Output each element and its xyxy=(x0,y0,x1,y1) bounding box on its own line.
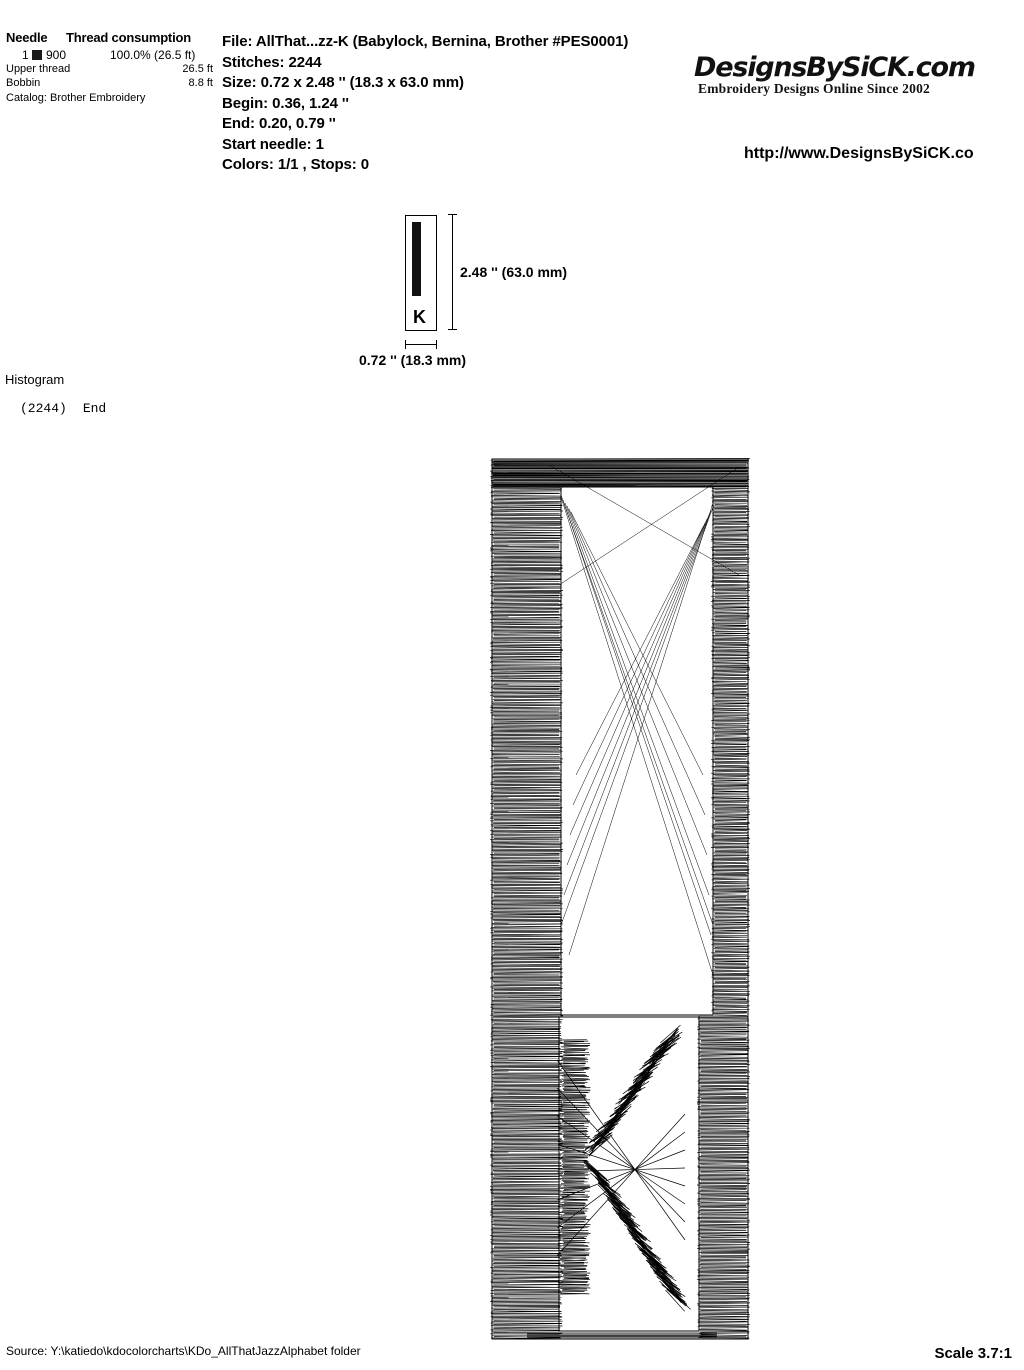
table-row xyxy=(6,48,221,62)
thread-code: 900 xyxy=(46,48,67,62)
needle-column-header: Needle xyxy=(6,30,48,45)
info-size: Size: 0.72 x 2.48 '' (18.3 x 63.0 mm) xyxy=(222,74,464,91)
preview-stitch-block xyxy=(412,222,421,296)
height-dimension-line xyxy=(452,214,453,330)
needle-index: 1 xyxy=(22,48,29,62)
scale-label: Scale 3.7:1 xyxy=(934,1345,1012,1362)
dimension-cap-top xyxy=(448,214,457,215)
dimension-cap-right xyxy=(436,340,437,349)
stitch-artwork-svg xyxy=(489,455,751,1345)
thread-consumption-column-header: Thread consumption xyxy=(66,30,191,45)
bobbin-label: Bobbin xyxy=(6,77,41,89)
info-end: End: 0.20, 0.79 '' xyxy=(222,115,336,132)
bobbin-value: 8.8 ft xyxy=(188,77,213,89)
logo-tagline: Embroidery Designs Online Since 2002 xyxy=(698,81,930,96)
brand-logo xyxy=(694,52,1024,97)
info-begin: Begin: 0.36, 1.24 '' xyxy=(222,94,349,112)
width-dimension-line xyxy=(405,344,437,345)
jump-stitch-group xyxy=(549,465,739,975)
upper-thread-value: 26.5 ft xyxy=(182,63,213,75)
needle-table-header xyxy=(6,30,221,45)
thread-color-swatch xyxy=(32,50,42,60)
histogram-title: Histogram xyxy=(5,372,65,387)
preview-letter: K xyxy=(413,307,426,327)
preview-bounding-box xyxy=(405,215,437,331)
width-dimension-label: 0.72 '' (18.3 mm) xyxy=(359,352,467,368)
height-dimension-label: 2.48 '' (63.0 mm) xyxy=(460,264,568,280)
info-stitches: Stitches: 2244 xyxy=(222,53,322,71)
info-start-needle: Start needle: 1 xyxy=(222,135,324,153)
design-info-block xyxy=(222,32,628,176)
thread-percent: 100.0% (26.5 ft) xyxy=(110,48,196,62)
design-preview xyxy=(360,210,620,380)
histogram-stitch-count: (2244) xyxy=(20,401,67,416)
info-file: File: AllThat...zz-K (Babylock, Bernina, Brother #PES0001) xyxy=(222,33,629,50)
needle-thread-panel xyxy=(6,30,221,104)
letter-k-stitch-group xyxy=(557,1025,691,1311)
bobbin-row xyxy=(6,77,221,90)
dimension-cap-left xyxy=(405,340,406,349)
source-path: Source: Y:\katiedo\kdocolorcharts\KDo_AllThatJazzAlphabet folder xyxy=(6,1344,361,1358)
histogram-end-label: End xyxy=(82,401,107,416)
dimension-cap-bottom xyxy=(448,329,457,330)
stitch-artwork xyxy=(489,455,751,1345)
histogram-row xyxy=(20,401,106,416)
catalog-label: Catalog: Brother Embroidery xyxy=(6,92,146,104)
website-url: http://www.DesignsBySiCK.co xyxy=(744,145,974,162)
info-colors: Colors: 1/1 , Stops: 0 xyxy=(222,156,369,173)
logo-wordmark: DesignsBySiCK.com xyxy=(694,52,975,83)
upper-thread-label: Upper thread xyxy=(6,63,71,75)
upper-thread-row xyxy=(6,63,221,76)
